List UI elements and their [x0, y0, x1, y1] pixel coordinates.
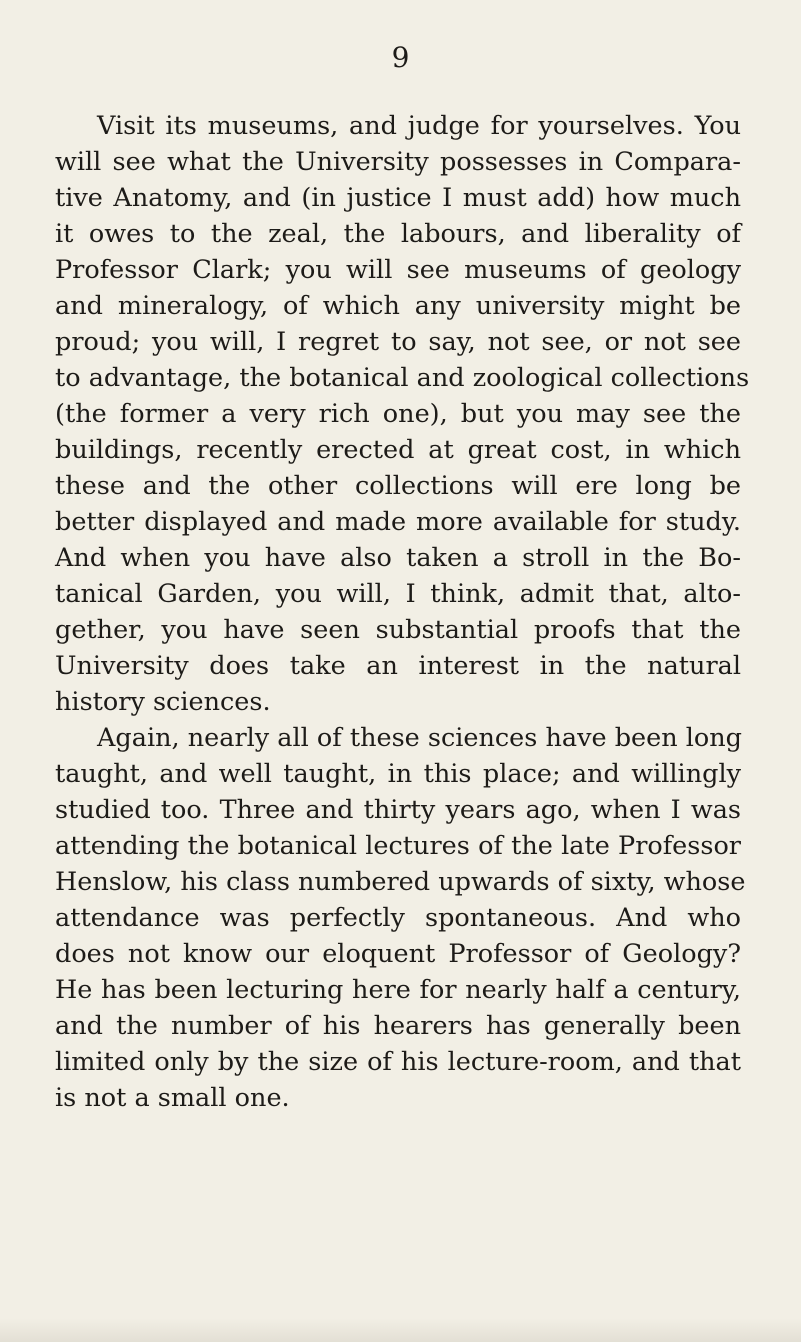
- text-line: And when you have also taken a stroll in the Bo-: [55, 543, 741, 573]
- text-line: and mineralogy, of which any university might be: [55, 291, 741, 321]
- text-line: these and the other collections will ere long be: [55, 471, 741, 501]
- text-line: proud; you will, I regret to say, not see, or not see: [55, 327, 741, 357]
- text-line: to advantage, the botanical and zoological collections: [55, 363, 750, 393]
- text-line: history sciences.: [55, 687, 271, 717]
- text-line: attendance was perfectly spontaneous. And who: [55, 903, 741, 933]
- page-number: 9: [391, 41, 410, 74]
- text-line: (the former a very rich one), but you may see the: [55, 399, 741, 429]
- text-line: taught, and well taught, in this place; and willingly: [55, 759, 741, 789]
- text-line: it owes to the zeal, the labours, and liberality of: [55, 219, 741, 249]
- text-line: and the number of his hearers has generally been: [55, 1011, 741, 1041]
- text-line: tanical Garden, you will, I think, admit that, alto-: [55, 579, 741, 609]
- text-line: tive Anatomy, and (in justice I must add) how much: [55, 183, 741, 213]
- text-line: studied too. Three and thirty years ago, when I was: [55, 795, 741, 825]
- text-line: does not know our eloquent Professor of Geology?: [55, 939, 741, 969]
- text-line: Professor Clark; you will see museums of geology: [55, 255, 741, 285]
- text-line: attending the botanical lectures of the late Professor: [55, 831, 741, 861]
- text-line: better displayed and made more available for study.: [55, 507, 741, 537]
- text-line: Visit its museums, and judge for yourselves. You: [97, 111, 741, 141]
- text-line: is not a small one.: [55, 1083, 290, 1113]
- text-line: buildings, recently erected at great cost, in which: [55, 435, 741, 465]
- text-line: Again, nearly all of these sciences have been long: [97, 723, 742, 753]
- paragraph-1: [55, 108, 750, 720]
- text-line: University does take an interest in the natural: [55, 651, 741, 681]
- paragraph-2: [55, 720, 746, 1116]
- page-bottom-shade: [0, 1318, 801, 1342]
- text-line: He has been lecturing here for nearly half a century,: [55, 975, 741, 1005]
- text-line: limited only by the size of his lecture-room, and that: [55, 1047, 741, 1077]
- body-text: [55, 108, 750, 1116]
- text-line: gether, you have seen substantial proofs that the: [55, 615, 741, 645]
- text-line: will see what the University possesses in Compara-: [55, 147, 741, 177]
- text-line: Henslow, his class numbered upwards of sixty, whose: [55, 867, 746, 897]
